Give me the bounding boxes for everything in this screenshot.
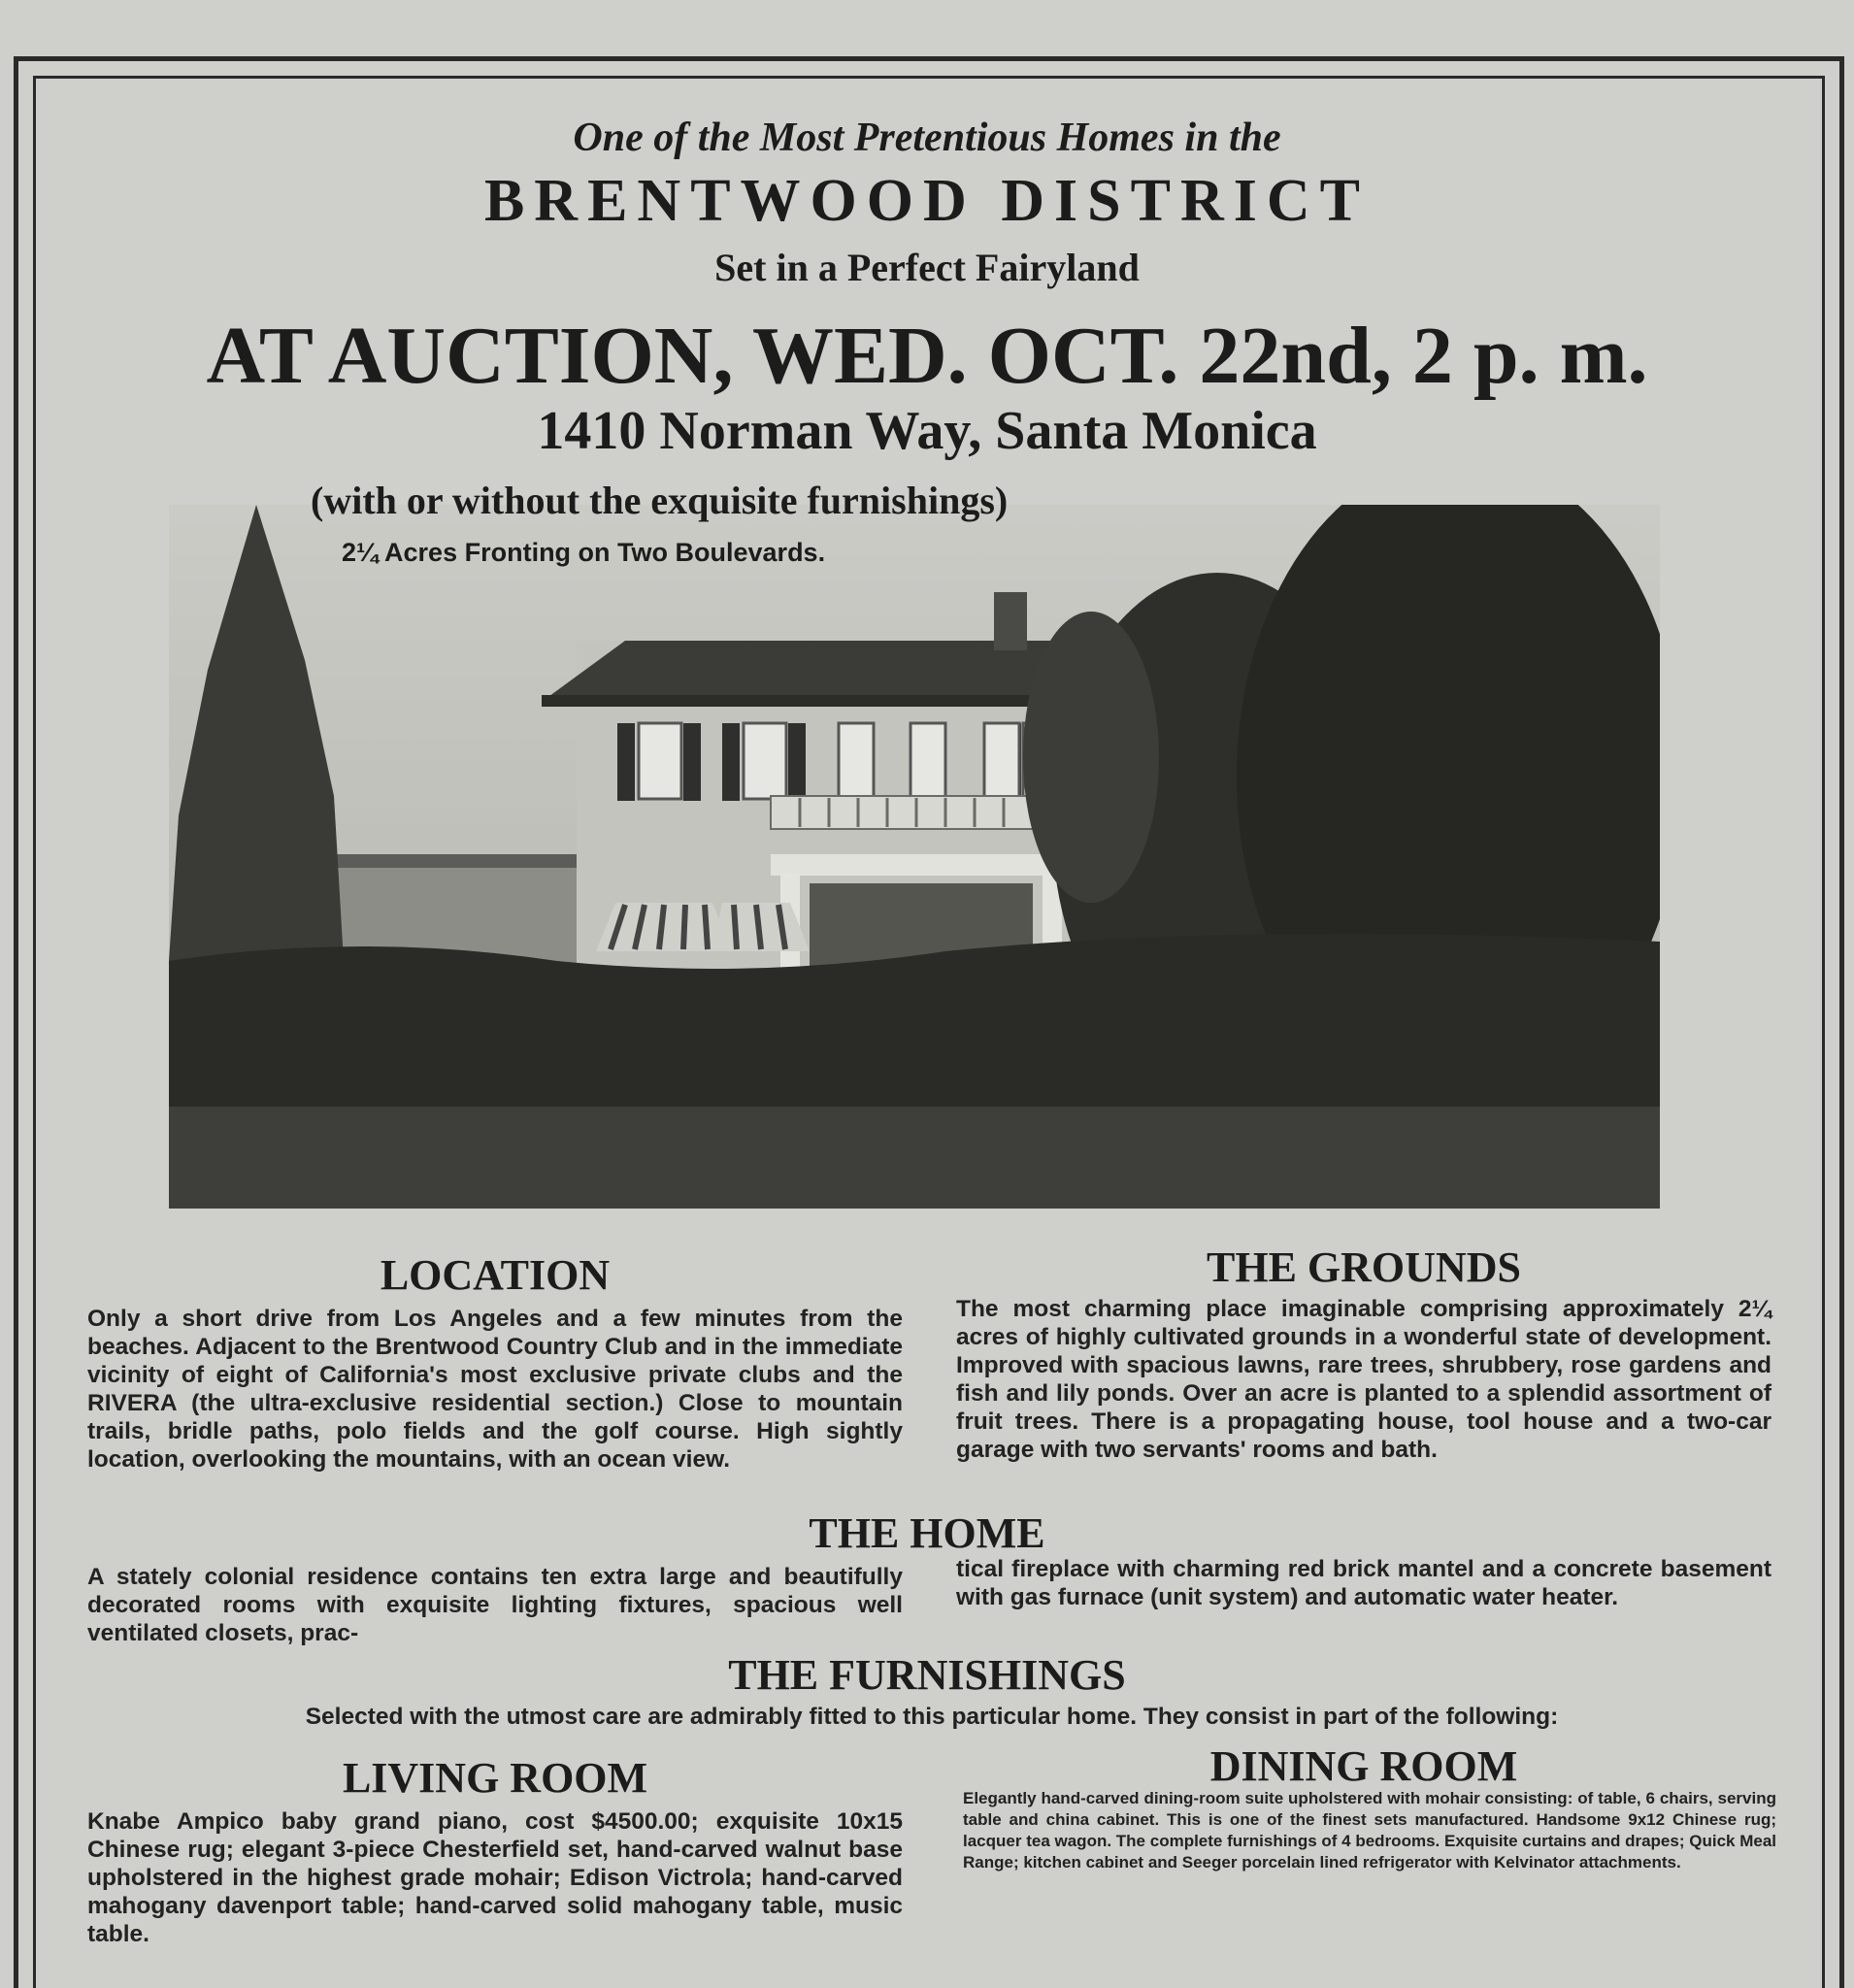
headline-auction-date: AT AUCTION, WED. OCT. 22nd, 2 p. m.	[206, 311, 1648, 401]
grounds-title: THE GROUNDS	[1207, 1243, 1521, 1291]
furnishings-title: THE FURNISHINGS	[728, 1651, 1126, 1699]
location-title: LOCATION	[380, 1251, 611, 1299]
dining-room-text: Elegantly hand-carved dining-room suite upholstered with mohair consisting: of table, 6 chairs, serving table and china cabinet. This is one of the finest sets manufactured. Handsome 9x12 Chinese rug; lacquer tea wagon. The complete furnishings of 4 bedrooms. Exquisite curtains and drapes; Quick Meal Range; kitchen cabinet and Seeger porcelain lined refrigerator with Kelvinator attachments.	[963, 1789, 1776, 1872]
house-photo	[169, 505, 1660, 1209]
home-text-right: tical fireplace with charming red brick mantel and a concrete basement with gas furnace (unit system) and automatic water heater.	[956, 1556, 1771, 1610]
location-text: Only a short drive from Los Angeles and a few minutes from the beaches. Adjacent to the Brentwood Country Club and in the immediate vicinity of eight of California's most exclusive private clubs and the RIVERA (the ultra-exclusive residential section.) Close to mountain trails, bridle paths, polo fields and the golf course. High sightly location, overlooking the mountains, with an ocean view.	[87, 1306, 903, 1473]
home-title: THE HOME	[809, 1509, 1045, 1557]
acreage-note: 2¼ Acres Fronting on Two Boulevards.	[342, 538, 826, 567]
furnishings-text: Selected with the utmost care are admirably fitted to this particular home. They consist in part of the following:	[305, 1704, 1559, 1730]
grounds-text: The most charming place imaginable comprising approximately 2¼ acres of highly cultivated grounds in a wonderful state of development. Improved with spacious lawns, rare trees, shrubbery, rose gardens and fish and lily ponds. Over an acre is planted to a splendid assortment of fruit trees. There is a propagating house, tool house and a two-car garage with two servants' rooms and bath.	[956, 1296, 1771, 1463]
headline-district: BRENTWOOD DISTRICT	[483, 168, 1371, 234]
headline-intro: One of the Most Pretentious Homes in the	[573, 116, 1281, 160]
living-room-title: LIVING ROOM	[342, 1754, 648, 1802]
headline-tagline: Set in a Perfect Fairyland	[714, 246, 1140, 289]
headline-address: 1410 Norman Way, Santa Monica	[537, 401, 1317, 461]
dining-room-title: DINING ROOM	[1209, 1742, 1518, 1790]
home-text-left: A stately colonial residence contains ten extra large and beautifully decorated rooms with exquisite lighting fixtures, spacious well ventilated closets, prac-	[87, 1564, 903, 1646]
furnishings-note: (with or without the exquisite furnishings)	[311, 479, 1009, 522]
living-room-text: Knabe Ampico baby grand piano, cost $4500.00; exquisite 10x15 Chinese rug; elegant 3-piece Chesterfield set, hand-carved walnut base upholstered in the highest grade mohair; Edison Victrola; hand-carved mahogany davenport table; hand-carved solid mahogany table, music table.	[87, 1808, 903, 1947]
